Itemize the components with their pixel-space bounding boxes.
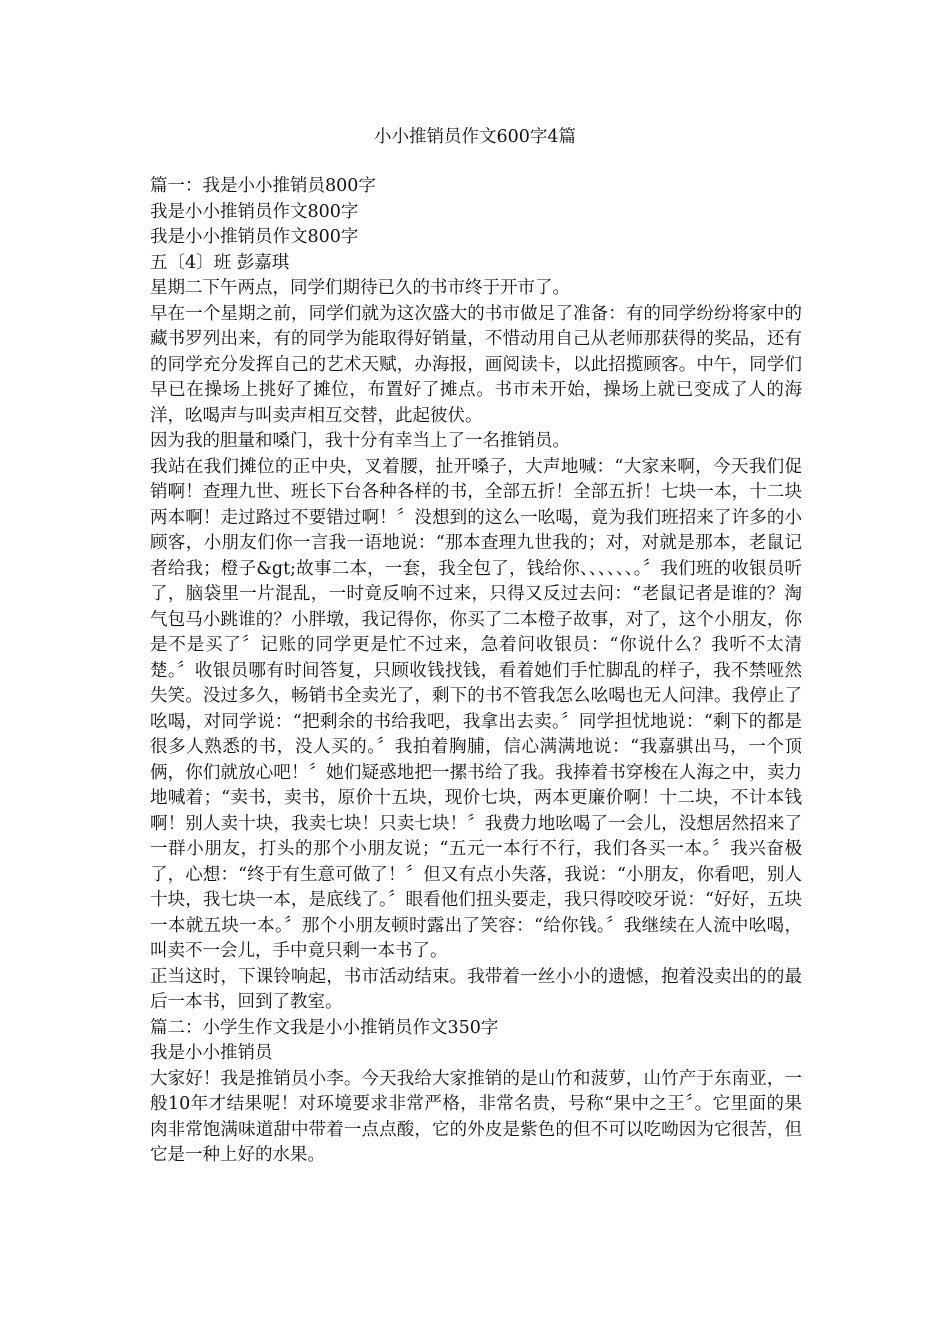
paragraph-subtitle: 我是小小推销员 bbox=[150, 1043, 273, 1063]
paragraph: 星期二下午两点，同学们期待已久的书市终于开市了。 bbox=[150, 278, 570, 298]
paragraph-heading-2: 篇二：小学生作文我是小小推销员作文350字 bbox=[150, 1017, 499, 1038]
paragraph: 早在一个星期之前，同学们就为这次盛大的书市做足了准备：有的同学纷纷将家中的藏书罗列出来，有的同学为能取得好销量，不惜动用自己从老师那获得的奖品，还有的同学充分发挥自己的艺术天赋，办海报，画阅读卡，以此招揽顾客。中午，同学们早已在操场上挑好了摊位，布置好了摊点。书市未开始，操场上就已变成了人的海洋，吆喝声与叫卖声相互交替，此起彼伏。 bbox=[150, 303, 802, 426]
paragraph: 大家好！我是推销员小李。今天我给大家推销的是山竹和菠萝，山竹产于东南亚，一般10年才结果呢！对环境要求非常严格，非常名贵，号称“果中之王〞。它里面的果肉非常饱满味道甜中带着一点点酸，它的外皮是紫色的但不可以吃呦因为它很苦，但它是一种上好的水果。 bbox=[150, 1068, 802, 1165]
document-title: 小小推销员作文600字4篇 bbox=[373, 127, 577, 147]
paragraph-author: 五〔4〕班 彭嘉琪 bbox=[150, 252, 290, 273]
document-body bbox=[150, 174, 802, 1169]
paragraph: 正当这时，下课铃响起，书市活动结束。我带着一丝小小的遗憾，抱着没卖出的的最后一本书，回到了教室。 bbox=[150, 966, 802, 1012]
paragraph-heading-1: 篇一：我是小小推销员800字 bbox=[150, 176, 376, 196]
paragraph-subtitle: 我是小小推销员作文800字 bbox=[150, 201, 359, 222]
paragraph: 我站在我们摊位的正中央，叉着腰，扯开嗓子，大声地喊：“大家来啊，今天我们促销啊！查理九世、班长下台各种各样的书，全部五折！全部五折！七块一本，十二块两本啊！走过路过不要错过啊！〞没想到的这么一吆喝，竟为我们班招来了许多的小顾客，小朋友们你一言我一语地说：“那本查理九世我的；对，对就是那本，老鼠记者给我；橙子&gt;故事二本，一套，我全包了，钱给你、、、、、、。〞我们班的收银员听了，脑袋里一片混乱，一时竟反响不过来，只得又反过去问：“老鼠记者是谁的？淘气包马小跳谁的？小胖墩，我记得你，你买了二本橙子故事，对了，这个小朋友，你是不是买了〞记账的同学更是忙不过来，急着问收银员：“你说什么？我听不太清楚。〞收银员哪有时间答复，只顾收钱找钱，看着她们手忙脚乱的样子，我不禁哑然失笑。没过多久，畅销书全卖光了，剩下的书不管我怎么吆喝也无人问津。我停止了吆喝，对同学说：“把剩余的书给我吧，我拿出去卖。〞同学担忧地说：“剩下的都是很多人熟悉的书，没人买的。〞我拍着胸脯，信心满满地说：“我嘉骐出马，一个顶俩，你们就放心吧！〞她们疑惑地把一摞书给了我。我捧着书穿梭在人海之中，卖力地喊着；“卖书，卖书，原价十五块，现价七块，两本更廉价啊！十二块，不计本钱啊！别人卖十块，我卖七块！只卖七块！〞我费力地吆喝了一会儿，没想居然招来了一群小朋友，打头的那个小朋友说；“五元一本行不行，我们各买一本。〞我兴奋极了，心想：“终于有生意可做了！〞但又有点小失落，我说：“小朋友，你看吧，别人十块，我七块一本，是底线了。〞眼看他们扭头要走，我只得咬咬牙说：“好好，五块一本就五块一本。〞那个小朋友顿时露出了笑容：“给你钱。〞我继续在人流中吆喝，叫卖不一会儿，手中竟只剩一本书了。 bbox=[150, 456, 802, 961]
paragraph-subtitle: 我是小小推销员作文800字 bbox=[150, 227, 359, 247]
paragraph: 因为我的胆量和嗓门，我十分有幸当上了一名推销员。 bbox=[150, 431, 570, 451]
